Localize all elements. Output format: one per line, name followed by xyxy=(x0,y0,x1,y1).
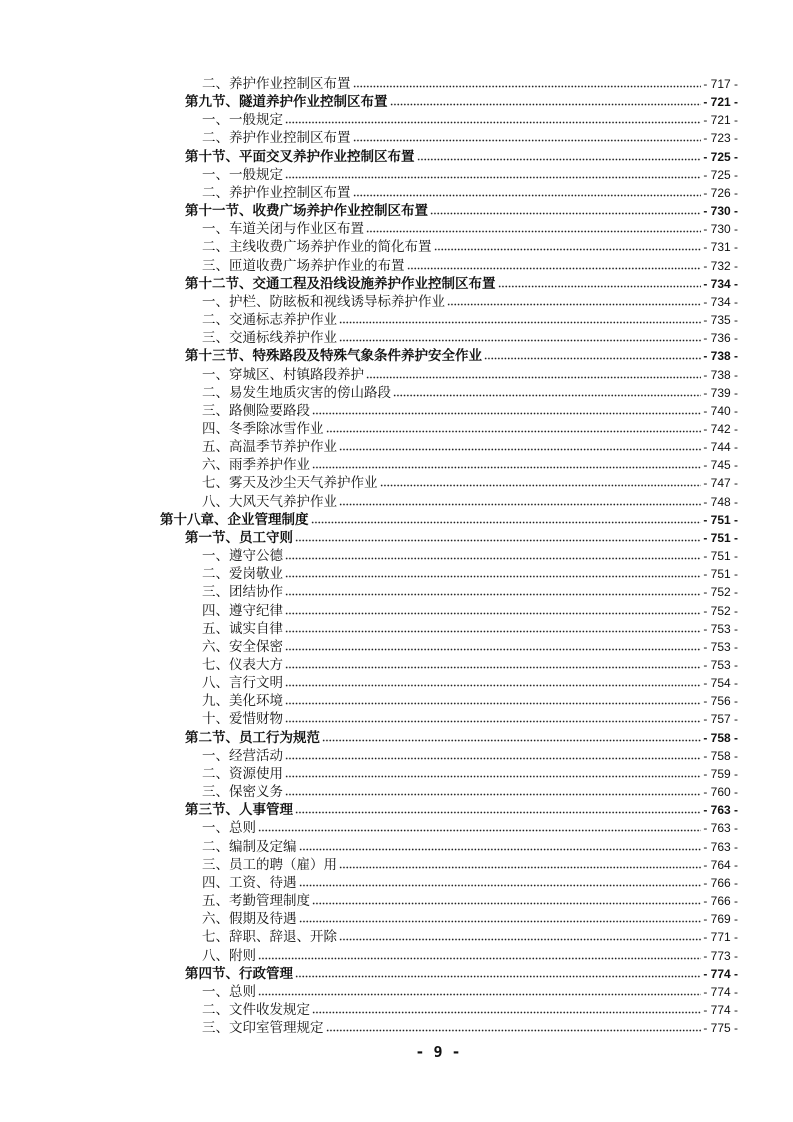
dot-leader xyxy=(285,630,701,633)
toc-entry-item xyxy=(0,656,738,674)
toc-entry-section xyxy=(0,148,738,166)
dot-leader xyxy=(312,466,701,469)
toc-entry-page-number: - 753 - xyxy=(703,658,738,672)
toc-entry-page-number: - 734 - xyxy=(703,276,738,291)
dot-leader xyxy=(417,158,702,161)
toc-entry-section xyxy=(0,965,738,983)
dot-leader xyxy=(258,993,701,996)
toc-entry-item xyxy=(0,638,738,656)
dot-leader xyxy=(339,321,701,324)
toc-entry-page-number: - 753 - xyxy=(703,621,738,636)
toc-entry-page-number: - 751 - xyxy=(703,549,738,564)
toc-entry-item xyxy=(0,602,738,620)
toc-entry-item xyxy=(0,293,738,311)
toc-entry-label: 三、员工的聘（雇）用 xyxy=(202,856,337,873)
toc-entry-page-number: - 766 - xyxy=(703,894,738,909)
toc-entry-label: 三、保密义务 xyxy=(202,784,283,801)
dot-leader xyxy=(312,902,701,905)
toc-entry-label: 七、辞职、辞退、开除 xyxy=(202,929,337,946)
toc-entry-label: 第四节、行政管理 xyxy=(185,965,293,982)
toc-entry-item xyxy=(0,220,738,238)
dot-leader xyxy=(285,757,701,760)
toc-entry-page-number: - 745 - xyxy=(703,458,738,473)
dot-leader xyxy=(326,430,702,433)
toc-entry-page-number: - 763 - xyxy=(703,821,738,836)
dot-leader xyxy=(484,357,701,360)
toc-entry-item xyxy=(0,420,738,438)
toc-list xyxy=(0,75,738,1037)
dot-leader xyxy=(295,975,701,978)
dot-leader xyxy=(312,1011,701,1014)
toc-entry-item xyxy=(0,765,738,783)
toc-entry-label: 一、车道关闭与作业区布置 xyxy=(202,221,364,238)
toc-entry-item xyxy=(0,819,738,837)
toc-entry-label: 第一节、员工守则 xyxy=(185,529,293,546)
toc-entry-page-number: - 760 - xyxy=(703,785,738,800)
toc-entry-section xyxy=(0,275,738,293)
toc-entry-page-number: - 763 - xyxy=(703,839,738,854)
toc-entry-page-number: - 758 - xyxy=(703,748,738,763)
toc-entry-page-number: - 771 - xyxy=(703,930,738,945)
toc-entry-page-number: - 738 - xyxy=(703,349,738,364)
dot-leader xyxy=(393,394,701,397)
dot-leader xyxy=(285,612,701,615)
dot-leader xyxy=(285,121,701,124)
toc-entry-page-number: - 731 - xyxy=(703,240,738,255)
toc-entry-item xyxy=(0,456,738,474)
toc-entry-item xyxy=(0,547,738,565)
dot-leader xyxy=(299,920,702,923)
toc-entry-page-number: - 769 - xyxy=(703,912,738,927)
toc-entry-item xyxy=(0,184,738,202)
dot-leader xyxy=(407,267,702,270)
toc-entry-label: 二、养护作业控制区布置 xyxy=(202,184,351,201)
toc-entry-page-number: - 751 - xyxy=(703,530,738,545)
dot-leader xyxy=(258,829,701,832)
toc-entry-page-number: - 723 - xyxy=(703,131,738,146)
toc-entry-item xyxy=(0,438,738,456)
dot-leader xyxy=(366,230,701,233)
toc-entry-item xyxy=(0,238,738,256)
toc-entry-page-number: - 725 - xyxy=(703,167,738,182)
toc-entry-label: 一、一般规定 xyxy=(202,112,283,129)
toc-entry-label: 一、一般规定 xyxy=(202,166,283,183)
toc-entry-item xyxy=(0,1001,738,1019)
toc-entry-label: 三、交通标线养护作业 xyxy=(202,330,337,347)
toc-entry-page-number: - 751 - xyxy=(703,512,738,527)
toc-entry-item xyxy=(0,692,738,710)
toc-entry-chapter xyxy=(0,511,738,529)
toc-entry-label: 四、遵守纪律 xyxy=(202,602,283,619)
toc-entry-item xyxy=(0,674,738,692)
toc-entry-section xyxy=(0,93,738,111)
toc-entry-page-number: - 764 - xyxy=(703,857,738,872)
toc-entry-label: 二、养护作业控制区布置 xyxy=(202,130,351,147)
toc-entry-section xyxy=(0,801,738,819)
toc-entry-label: 一、经营活动 xyxy=(202,747,283,764)
dot-leader xyxy=(285,176,701,179)
dot-leader xyxy=(285,557,701,560)
dot-leader xyxy=(322,739,701,742)
toc-entry-label: 二、爱岗敬业 xyxy=(202,566,283,583)
toc-entry-label: 第十二节、交通工程及沿线设施养护作业控制区布置 xyxy=(185,275,496,292)
toc-entry-label: 五、考勤管理制度 xyxy=(202,893,310,910)
toc-entry-page-number: - 732 - xyxy=(703,258,738,273)
toc-entry-page-number: - 753 - xyxy=(703,639,738,654)
toc-entry-label: 三、匝道收费广场养护作业的布置 xyxy=(202,257,405,274)
toc-entry-item xyxy=(0,838,738,856)
dot-leader xyxy=(353,139,702,142)
toc-entry-label: 二、主线收费广场养护作业的简化布置 xyxy=(202,239,432,256)
toc-entry-item xyxy=(0,329,738,347)
toc-entry-item xyxy=(0,565,738,583)
footer-page-number: - 9 - xyxy=(415,1043,461,1061)
toc-entry-section xyxy=(0,729,738,747)
dot-leader xyxy=(339,448,701,451)
toc-entry-label: 三、团结协作 xyxy=(202,584,283,601)
toc-entry-item xyxy=(0,583,738,601)
dot-leader xyxy=(339,866,701,869)
toc-entry-label: 八、言行文明 xyxy=(202,675,283,692)
toc-entry-item xyxy=(0,892,738,910)
toc-entry-label: 四、冬季除冰雪作业 xyxy=(202,420,324,437)
toc-entry-label: 一、遵守公德 xyxy=(202,548,283,565)
toc-entry-label: 第二节、员工行为规范 xyxy=(185,729,320,746)
toc-entry-page-number: - 721 - xyxy=(703,95,738,110)
dot-leader xyxy=(285,575,701,578)
toc-entry-label: 二、编制及定编 xyxy=(202,838,297,855)
dot-leader xyxy=(366,376,701,379)
toc-entry-label: 一、穿城区、村镇路段养护 xyxy=(202,366,364,383)
dot-leader xyxy=(380,484,702,487)
toc-entry-page-number: - 766 - xyxy=(703,875,738,890)
toc-entry-page-number: - 774 - xyxy=(703,984,738,999)
toc-entry-label: 第十一节、收费广场养护作业控制区布置 xyxy=(185,203,428,220)
toc-entry-label: 三、文印室管理规定 xyxy=(202,1020,324,1037)
toc-entry-page-number: - 752 - xyxy=(703,603,738,618)
dot-leader xyxy=(339,938,701,941)
dot-leader xyxy=(312,412,701,415)
dot-leader xyxy=(258,957,701,960)
toc-entry-page-number: - 752 - xyxy=(703,585,738,600)
toc-entry-item xyxy=(0,166,738,184)
toc-entry-label: 八、附则 xyxy=(202,947,256,964)
dot-leader xyxy=(295,539,701,542)
toc-entry-item xyxy=(0,366,738,384)
toc-entry-item xyxy=(0,910,738,928)
dot-leader xyxy=(285,793,701,796)
toc-entry-item xyxy=(0,1019,738,1037)
dot-leader xyxy=(326,1029,702,1032)
toc-entry-page-number: - 763 - xyxy=(703,803,738,818)
dot-leader xyxy=(390,103,702,106)
toc-entry-label: 七、雾天及沙尘天气养护作业 xyxy=(202,475,378,492)
toc-entry-item xyxy=(0,493,738,511)
dot-leader xyxy=(285,702,701,705)
dot-leader xyxy=(299,848,702,851)
toc-entry-label: 一、总则 xyxy=(202,983,256,1000)
toc-entry-page-number: - 774 - xyxy=(703,966,738,981)
toc-entry-label: 第十八章、企业管理制度 xyxy=(160,511,309,528)
toc-entry-page-number: - 759 - xyxy=(703,766,738,781)
toc-entry-label: 一、护栏、防眩板和视线诱导标养护作业 xyxy=(202,293,445,310)
dot-leader xyxy=(299,884,702,887)
toc-entry-label: 三、路侧险要路段 xyxy=(202,402,310,419)
toc-entry-label: 四、工资、待遇 xyxy=(202,874,297,891)
toc-entry-page-number: - 740 - xyxy=(703,403,738,418)
toc-entry-label: 六、雨季养护作业 xyxy=(202,457,310,474)
toc-entry-label: 第三节、人事管理 xyxy=(185,802,293,819)
dot-leader xyxy=(295,811,701,814)
toc-entry-label: 一、总则 xyxy=(202,820,256,837)
dot-leader xyxy=(285,593,701,596)
toc-entry-label: 六、假期及待遇 xyxy=(202,911,297,928)
dot-leader xyxy=(353,85,702,88)
toc-entry-item xyxy=(0,856,738,874)
toc-entry-label: 二、文件收发规定 xyxy=(202,1001,310,1018)
toc-entry-page-number: - 730 - xyxy=(703,204,738,219)
toc-entry-label: 五、诚实自律 xyxy=(202,620,283,637)
dot-leader xyxy=(285,775,701,778)
dot-leader xyxy=(285,648,701,651)
toc-entry-page-number: - 751 - xyxy=(703,567,738,582)
toc-entry-page-number: - 742 - xyxy=(703,421,738,436)
toc-entry-item xyxy=(0,783,738,801)
toc-entry-label: 第十节、平面交叉养护作业控制区布置 xyxy=(185,148,415,165)
toc-entry-page-number: - 773 - xyxy=(703,948,738,963)
toc-entry-label: 九、美化环境 xyxy=(202,693,283,710)
toc-entry-label: 二、养护作业控制区布置 xyxy=(202,76,351,92)
toc-entry-page-number: - 721 - xyxy=(703,113,738,128)
dot-leader xyxy=(285,666,701,669)
dot-leader xyxy=(285,684,701,687)
toc-entry-page-number: - 734 - xyxy=(703,294,738,309)
toc-entry-item xyxy=(0,129,738,147)
toc-entry-page-number: - 726 - xyxy=(703,185,738,200)
toc-entry-page-number: - 730 - xyxy=(703,222,738,237)
toc-entry-item xyxy=(0,947,738,965)
toc-entry-section xyxy=(0,529,738,547)
toc-entry-label: 二、易发生地质灾害的傍山路段 xyxy=(202,384,391,401)
toc-entry-label: 第十三节、特殊路段及特殊气象条件养护安全作业 xyxy=(185,348,482,365)
toc-entry-label: 十、爱惜财物 xyxy=(202,711,283,728)
toc-entry-item xyxy=(0,928,738,946)
toc-entry-page-number: - 757 - xyxy=(703,712,738,727)
toc-entry-page-number: - 748 - xyxy=(703,494,738,509)
toc-entry-item xyxy=(0,620,738,638)
toc-entry-label: 二、交通标志养护作业 xyxy=(202,312,337,329)
dot-leader xyxy=(447,303,701,306)
toc-entry-item xyxy=(0,710,738,728)
toc-entry-page-number: - 717 - xyxy=(703,77,738,91)
toc-entry-label: 二、资源使用 xyxy=(202,765,283,782)
dot-leader xyxy=(339,503,701,506)
toc-entry-item xyxy=(0,311,738,329)
dot-leader xyxy=(430,212,701,215)
toc-entry-page-number: - 738 - xyxy=(703,367,738,382)
toc-entry-page-number: - 725 - xyxy=(703,149,738,164)
toc-entry-item xyxy=(0,402,738,420)
toc-entry-page-number: - 774 - xyxy=(703,1002,738,1017)
dot-leader xyxy=(498,285,702,288)
toc-entry-page-number: - 775 - xyxy=(703,1021,738,1036)
toc-entry-item xyxy=(0,111,738,129)
toc-entry-page-number: - 756 - xyxy=(703,694,738,709)
toc-entry-page-number: - 754 - xyxy=(703,676,738,691)
dot-leader xyxy=(339,339,701,342)
toc-entry-page-number: - 758 - xyxy=(703,730,738,745)
toc-entry-page-number: - 747 - xyxy=(703,476,738,491)
dot-leader xyxy=(434,248,702,251)
dot-leader xyxy=(353,194,702,197)
toc-entry-item xyxy=(0,874,738,892)
toc-entry-item xyxy=(0,747,738,765)
toc-entry-item xyxy=(0,983,738,1001)
dot-leader xyxy=(311,521,702,524)
toc-entry-label: 八、大风天气养护作业 xyxy=(202,493,337,510)
toc-entry-page-number: - 739 - xyxy=(703,385,738,400)
toc-entry-item xyxy=(0,474,738,492)
toc-entry-label: 七、仪表大方 xyxy=(202,657,283,673)
toc-entry-item xyxy=(0,75,738,93)
toc-entry-page-number: - 735 - xyxy=(703,313,738,328)
toc-entry-page-number: - 736 - xyxy=(703,331,738,346)
toc-entry-label: 第九节、隧道养护作业控制区布置 xyxy=(185,94,388,111)
toc-entry-section xyxy=(0,347,738,365)
toc-entry-label: 五、高温季节养护作业 xyxy=(202,439,337,456)
toc-entry-section xyxy=(0,202,738,220)
toc-entry-item xyxy=(0,384,738,402)
toc-entry-label: 六、安全保密 xyxy=(202,638,283,655)
toc-entry-page-number: - 744 - xyxy=(703,440,738,455)
dot-leader xyxy=(285,720,701,723)
toc-entry-item xyxy=(0,257,738,275)
